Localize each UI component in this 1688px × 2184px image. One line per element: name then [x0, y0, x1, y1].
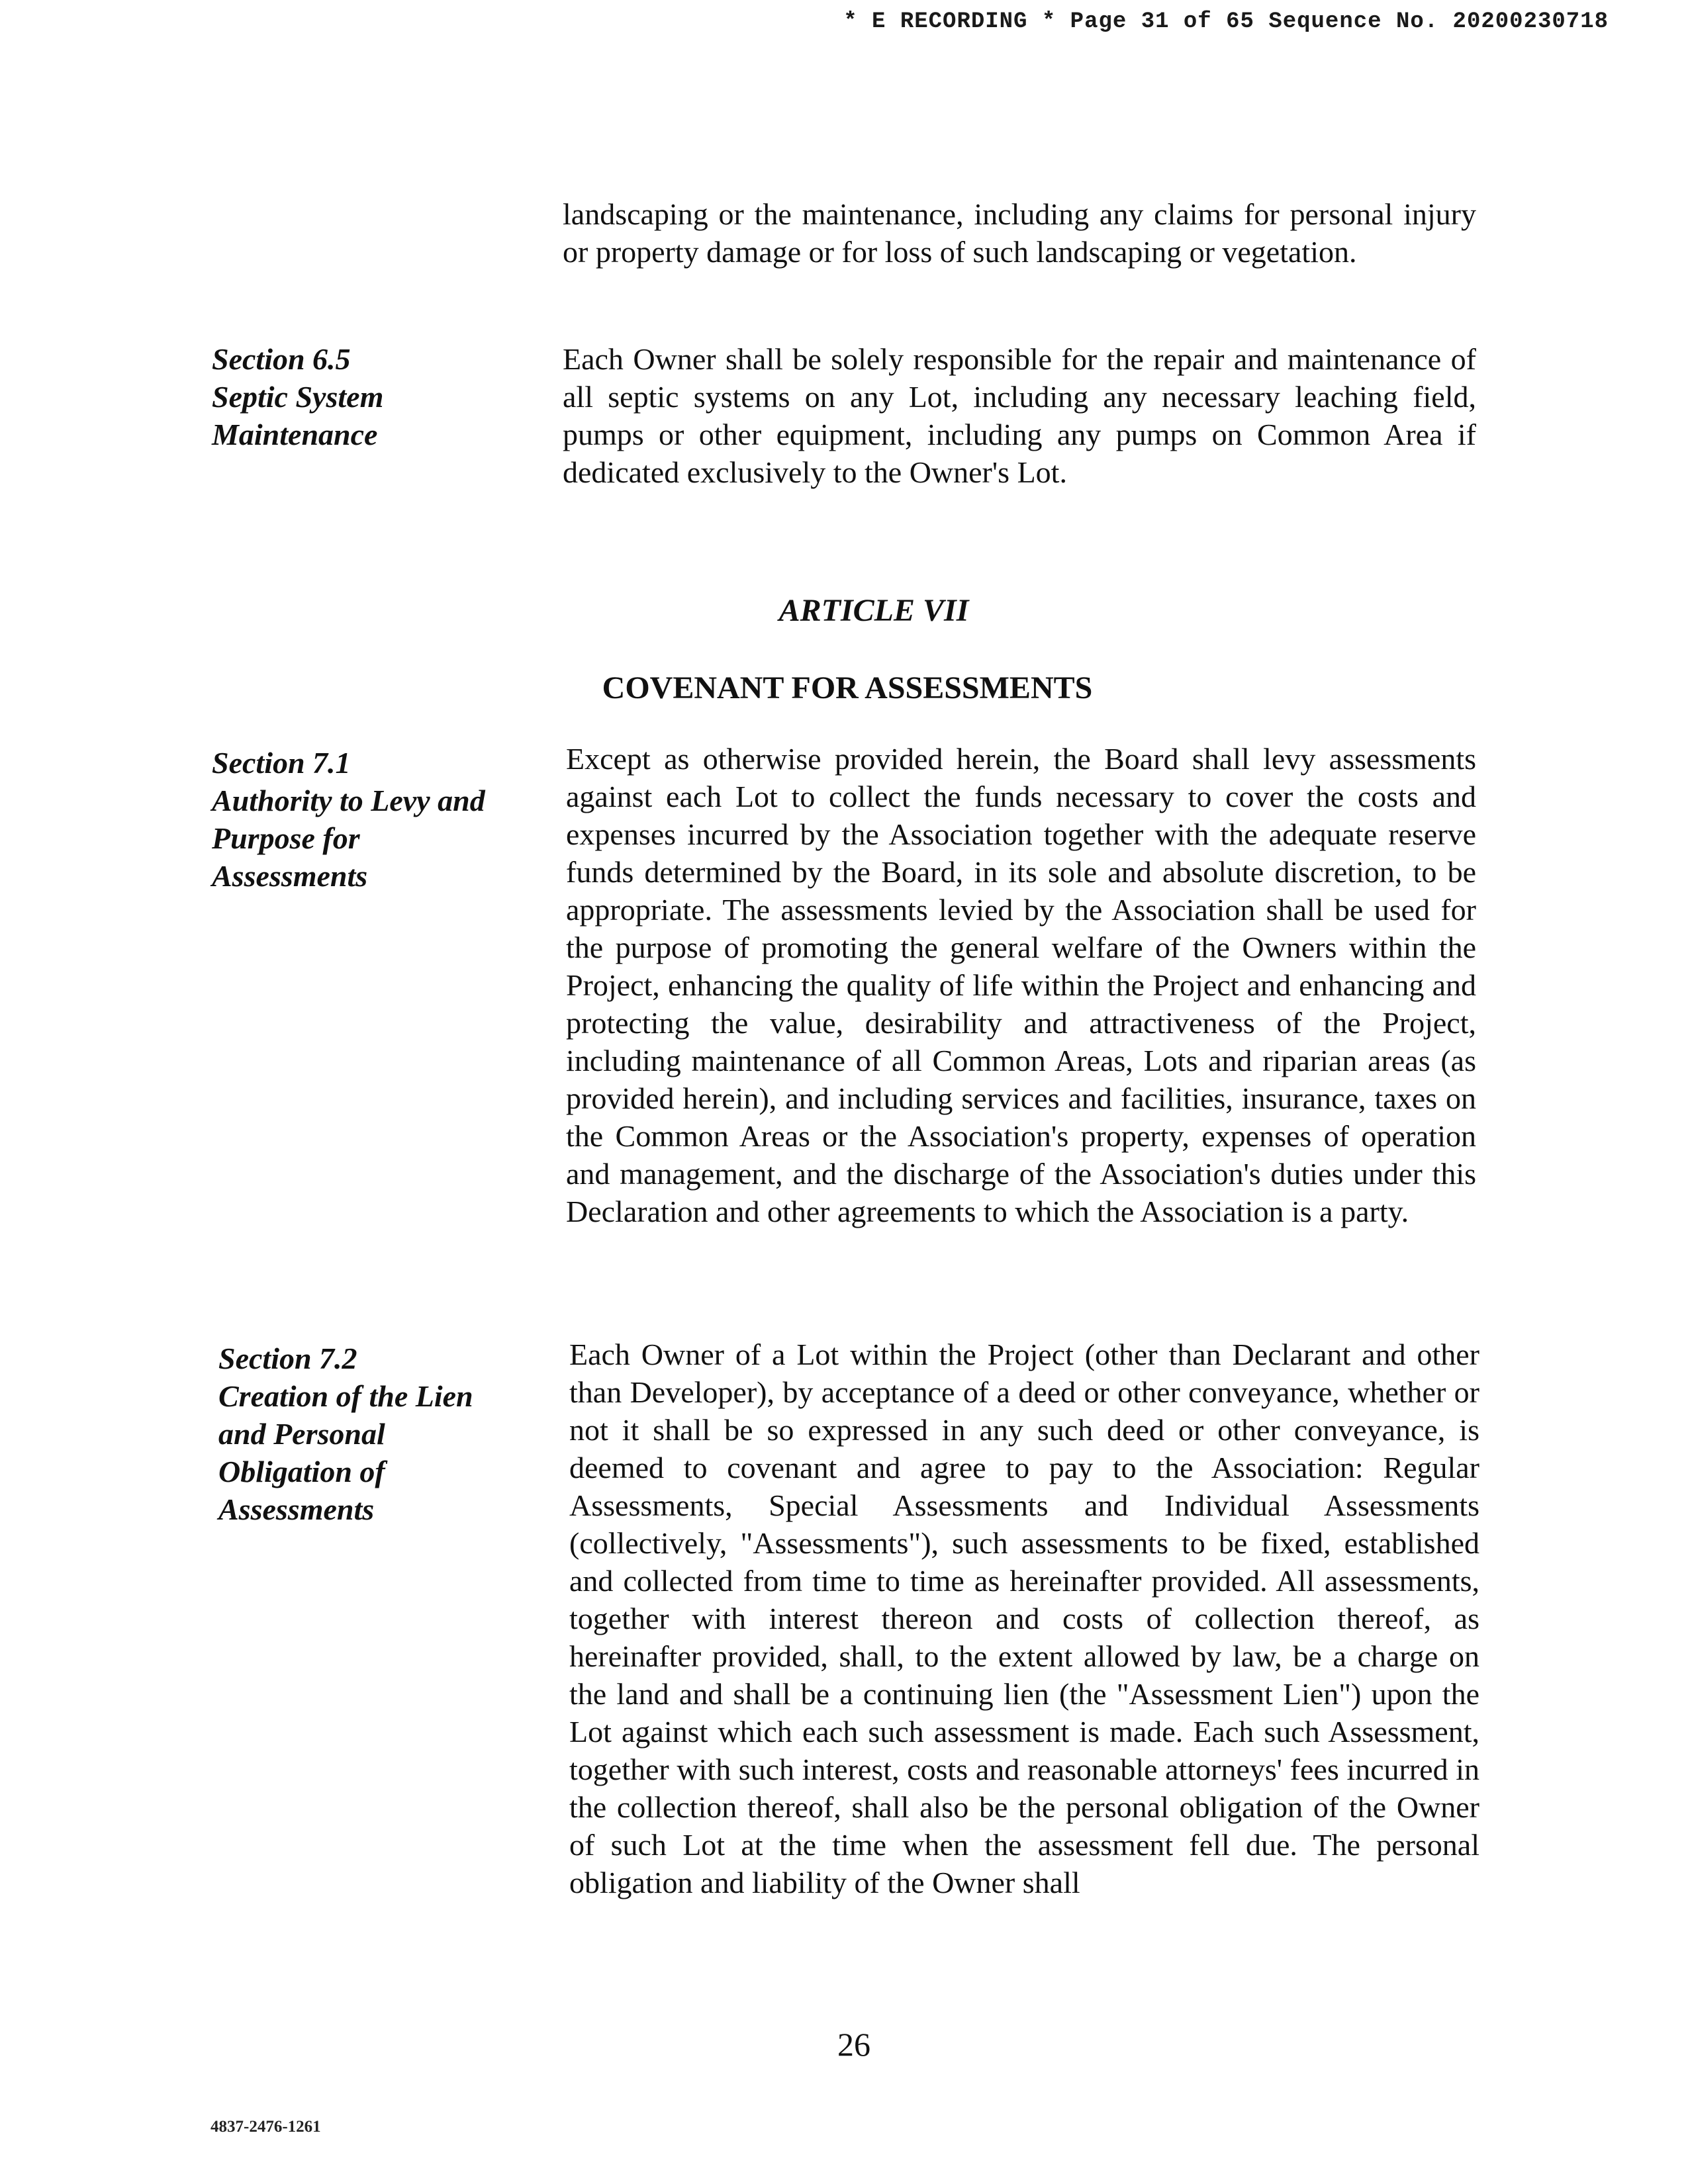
section-6-5-number: Section 6.5	[212, 342, 351, 376]
section-7-1-heading	[212, 744, 523, 895]
section-7-2-title-line-4: Assessments	[218, 1492, 375, 1526]
section-7-2-heading	[218, 1340, 530, 1528]
recording-stamp: * E RECORDING * Page 31 of 65 Sequence No. 20200230718	[843, 9, 1609, 34]
section-7-2-title-line-3: Obligation of	[218, 1455, 385, 1488]
section-7-1-title-line-2: Purpose for	[212, 821, 360, 855]
section-6-5-title-line-1: Septic System	[212, 380, 384, 414]
section-6-5-heading	[212, 340, 523, 453]
section-7-2-title-line-2: and Personal	[218, 1417, 385, 1451]
section-7-2-title-line-1: Creation of the Lien	[218, 1379, 473, 1413]
section-7-1-title-line-3: Assessments	[212, 859, 368, 893]
page-number: 26	[837, 2026, 870, 2063]
article-title: COVENANT FOR ASSESSMENTS	[602, 670, 1093, 705]
section-6-5-paragraph: Each Owner shall be solely responsible for the repair and maintenance of all septic systems on any Lot, including any necessary leaching field, pumps or other equipment, including any pumps on Common Area if dedicated exclusively to the Owner's Lot.	[563, 342, 1476, 489]
article-number: ARTICLE VII	[778, 593, 969, 628]
section-7-2-number: Section 7.2	[218, 1342, 357, 1375]
section-6-5-title-line-2: Maintenance	[212, 418, 378, 451]
document-id: 4837-2476-1261	[211, 2118, 321, 2136]
section-7-1-number: Section 7.1	[212, 746, 351, 780]
section-7-1-title-line-1: Authority to Levy and	[212, 784, 485, 817]
section-7-1-paragraph: Except as otherwise provided herein, the Board shall levy assessments against each Lot to collect the funds necessary to cover the costs and expenses incurred by the Association together with the adequate reserve funds determined by the Board, in its sole and absolute discretion, to be appropriate. The assessments levied by the Association shall be used for the purpose of promoting the general welfare of the Owners within the Project, enhancing the quality of life within the Project and enhancing and protecting the value, desirability and attractiveness of the Project, including maintenance of all Common Areas, Lots and riparian areas (as provided herein), and including services and facilities, insurance, taxes on the Common Areas or the Association's property, expenses of operation and management, and the discharge of the Association's duties under this Declaration and other agreements to which the Association is a party.	[566, 742, 1476, 1228]
continuation-paragraph: landscaping or the maintenance, including any claims for personal injury or property damage or for loss of such landscaping or vegetation.	[563, 197, 1476, 269]
section-7-2-paragraph: Each Owner of a Lot within the Project (other than Declarant and other than Developer), by acceptance of a deed or other conveyance, whether or not it shall be so expressed in any such deed or other conveyance, is deemed to covenant and agree to pay to the Association: Regular Assessments, Special Assessments and Individual Assessments (collectively, "Assessments"), such assessments to be fixed, established and collected from time to time as hereinafter provided. All assessments, together with interest thereon and costs of collection thereof, as hereinafter provided, shall, to the extent allowed by law, be a charge on the land and shall be a continuing lien (the "Assessment Lien") upon the Lot against which each such assessment is made. Each such Assessment, together with such interest, costs and reasonable attorneys' fees incurred in the collection thereof, shall also be the personal obligation of the Owner of such Lot at the time when the assessment fell due. The personal obligation and liability of the Owner shall	[569, 1338, 1479, 1899]
